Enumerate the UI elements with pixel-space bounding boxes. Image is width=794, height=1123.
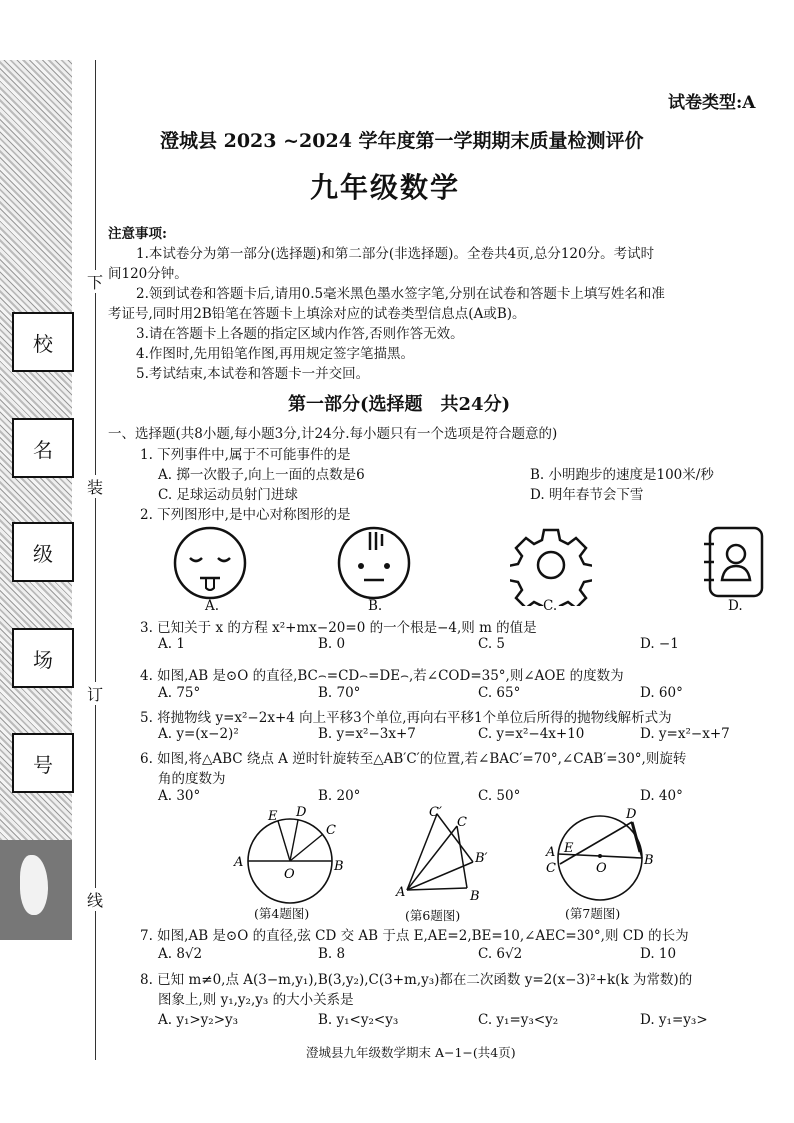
q6-option-a: A. 30°: [158, 788, 201, 804]
side-mark-xian: 线: [80, 888, 110, 911]
q8-option-a: A. y₁>y₂>y₃: [158, 1012, 239, 1028]
fig4-caption: (第4题图): [254, 906, 310, 921]
q4-stem: 4. 如图,AB 是⊙O 的直径,BC⌢=CD⌢=DE⌢,若∠COD=35°,则∠AOE 的度数为: [140, 668, 624, 684]
fig6-point-a: A: [396, 885, 406, 900]
q6-stem-cont: 角的度数为: [158, 771, 226, 787]
fig7-point-e: E: [564, 841, 574, 856]
q5-option-c: C. y=x²−4x+10: [478, 726, 585, 742]
q8-option-b: B. y₁<y₂<y₃: [318, 1012, 399, 1028]
fig7-caption: (第7题图): [565, 906, 621, 921]
binding-strip-dark: [0, 840, 72, 940]
fig6-point-c-prime: C′: [429, 806, 442, 820]
q3-option-b: B. 0: [318, 636, 346, 652]
page-footer: 澄城县九年级数学期末 A−1−(共4页): [306, 1045, 516, 1060]
q7-stem: 7. 如图,AB 是⊙O 的直径,弦 CD 交 AB 于点 E,AE=2,BE=10,∠AEC=30°,则 CD 的长为: [140, 928, 689, 944]
fig6-point-c: C: [457, 815, 467, 830]
fig4-point-c: C: [326, 823, 336, 838]
field-name: 名: [12, 418, 74, 478]
fig4-point-a: A: [234, 855, 244, 870]
q6-stem: 6. 如图,将△ABC 绕点 A 逆时针旋转至△AB′C′的位置,若∠BAC′=70°,∠CAB′=30°,则旋转: [140, 751, 687, 767]
fig7-point-b: B: [644, 853, 654, 868]
q3-stem: 3. 已知关于 x 的方程 x²+mx−20=0 的一个根是−4,则 m 的值是: [140, 620, 537, 636]
q7-option-c: C. 6√2: [478, 946, 523, 962]
subject-title: 九年级数学: [310, 171, 461, 204]
q2-label-b: B.: [368, 598, 383, 614]
sweating-face-icon: [334, 524, 414, 602]
side-mark-zhuang: 装: [80, 475, 110, 498]
q2-label-d: D.: [728, 598, 743, 614]
side-mark-xia: 下: [80, 270, 110, 293]
q5-option-a: A. y=(x−2)²: [158, 726, 239, 742]
decorative-blob: [20, 855, 48, 915]
q4-option-c: C. 65°: [478, 685, 521, 701]
q5-option-d: D. y=x²−x+7: [640, 726, 730, 742]
note-line: 1.本试卷分为第一部分(选择题)和第二部分(非选择题)。全卷共4页,总分120分。考试时: [136, 246, 655, 262]
fig4-point-b: B: [334, 859, 344, 874]
q8-option-c: C. y₁=y₃<y₂: [478, 1012, 559, 1028]
q8-option-d: D. y₁=y₃>: [640, 1012, 708, 1028]
field-room: 场: [12, 628, 74, 688]
q5-stem: 5. 将抛物线 y=x²−2x+4 向上平移3个单位,再向右平移1个单位后所得的抛物线解析式为: [140, 710, 672, 726]
q2-stem: 2. 下列图形中,是中心对称图形的是: [140, 507, 351, 523]
q3-option-c: C. 5: [478, 636, 506, 652]
note-line: 考证号,同时用2B铅笔在答题卡上填涂对应的试卷类型信息点(A或B)。: [108, 306, 526, 322]
q7-option-b: B. 8: [318, 946, 346, 962]
fig4-point-o: O: [284, 867, 295, 882]
q4-option-b: B. 70°: [318, 685, 361, 701]
fig6-point-b-prime: B′: [475, 851, 488, 866]
part1-title: 第一部分(选择题 共24分): [288, 394, 511, 415]
q8-stem: 8. 已知 m≠0,点 A(3−m,y₁),B(3,y₂),C(3+m,y₃)都在二次函数 y=2(x−3)²+k(k 为常数)的: [140, 972, 693, 988]
q6-option-c: C. 50°: [478, 788, 521, 804]
fig7-point-a: A: [546, 845, 556, 860]
fig7-point-c: C: [546, 861, 556, 876]
exam-title: 澄城县 2023 ~2024 学年度第一学期期末质量检测评价: [160, 130, 644, 152]
gear-icon: [510, 524, 592, 606]
q6-option-d: D. 40°: [640, 788, 683, 804]
q3-option-d: D. −1: [640, 636, 679, 652]
note-line: 3.请在答题卡上各题的指定区域内作答,否则作答无效。: [136, 326, 464, 342]
q1-stem: 1. 下列事件中,属于不可能事件的是: [140, 447, 351, 463]
fig6-caption: (第6题图): [405, 908, 461, 923]
figure-q4: [228, 806, 358, 906]
sleepy-face-icon: [170, 524, 250, 602]
figure-q7: [540, 806, 670, 906]
field-number: 号: [12, 733, 74, 793]
q1-option-b: B. 小明跑步的速度是100米/秒: [530, 467, 714, 483]
side-mark-ding: 订: [80, 682, 110, 705]
figure-q6: [395, 806, 495, 906]
q3-option-a: A. 1: [158, 636, 185, 652]
fig4-point-d: D: [296, 806, 307, 820]
fig4-point-e: E: [268, 809, 278, 824]
note-line: 4.作图时,先用铅笔作图,再用规定签字笔描黑。: [136, 346, 414, 362]
q2-label-c: C.: [543, 598, 558, 614]
contact-book-icon: [700, 524, 770, 602]
q2-label-a: A.: [205, 598, 220, 614]
note-line: 5.考试结束,本试卷和答题卡一并交回。: [136, 366, 370, 382]
q7-option-a: A. 8√2: [158, 946, 203, 962]
q5-option-b: B. y=x²−3x+7: [318, 726, 416, 742]
q1-option-c: C. 足球运动员射门进球: [158, 487, 298, 503]
paper-type: 试卷类型:A: [668, 93, 756, 113]
field-class: 级: [12, 522, 74, 582]
fig7-point-d: D: [626, 807, 637, 822]
fig6-point-b: B: [470, 889, 480, 904]
q7-option-d: D. 10: [640, 946, 677, 962]
q1-option-d: D. 明年春节会下雪: [530, 487, 644, 503]
notes-heading: 注意事项:: [108, 226, 167, 242]
q4-option-d: D. 60°: [640, 685, 683, 701]
q8-stem-cont: 图象上,则 y₁,y₂,y₃ 的大小关系是: [158, 992, 354, 1008]
section-heading: 一、选择题(共8小题,每小题3分,计24分.每小题只有一个选项是符合题意的): [108, 426, 558, 442]
q6-option-b: B. 20°: [318, 788, 361, 804]
field-school: 校: [12, 312, 74, 372]
note-line: 间120分钟。: [108, 266, 188, 282]
q4-option-a: A. 75°: [158, 685, 201, 701]
fig7-point-o: O: [596, 861, 607, 876]
note-line: 2.领到试卷和答题卡后,请用0.5毫米黑色墨水签字笔,分别在试卷和答题卡上填写姓名和准: [136, 286, 665, 302]
q1-option-a: A. 掷一次骰子,向上一面的点数是6: [158, 467, 365, 483]
